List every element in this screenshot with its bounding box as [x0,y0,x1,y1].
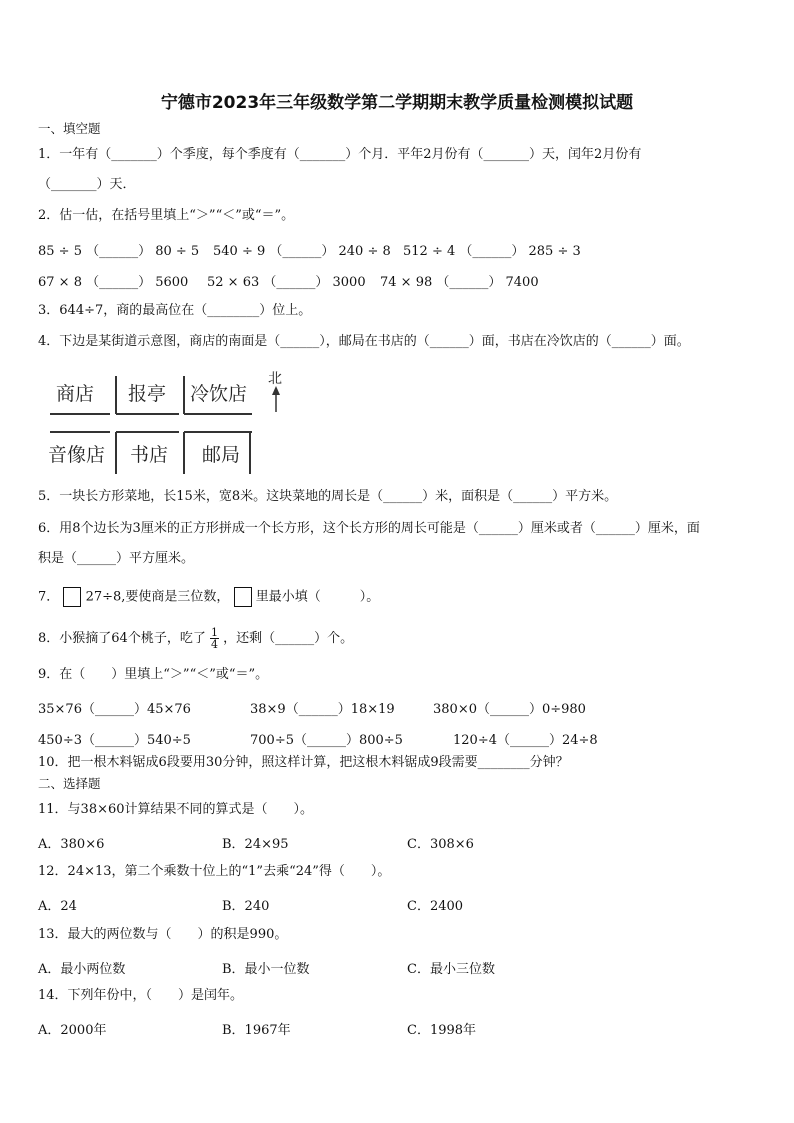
q9-item: 120÷4（______）24÷8 [453,733,598,748]
option-c: C．308×6 [407,837,474,852]
q7-text: 27÷8,要使商是三位数， [85,589,230,605]
question-1-line-2: （_______）天． [38,177,136,192]
option-b: B．240 [222,899,270,914]
q2-item: 67 × 8 （______） 5600 [38,275,189,290]
q2-item: 85 ÷ 5 （______） 80 ÷ 5 [38,244,200,259]
q9-item: 450÷3（______）540÷5 [38,733,191,748]
q2-item: 52 × 63 （______） 3000 [207,275,366,290]
q7-text-end: 里最小填（ ）。 [255,589,380,605]
option-b: B．最小一位数 [222,962,310,977]
q9-item: 700÷5（______）800÷5 [250,733,403,748]
section-heading-multiple-choice: 二、选择题 [38,776,101,791]
street-map-diagram [44,370,304,480]
q2-item: 512 ÷ 4 （______） 285 ÷ 3 [403,244,581,259]
option-a: A．最小两位数 [38,962,126,977]
north-label: 北 [268,371,282,387]
option-a: A．380×6 [38,837,105,852]
question-6-line-1: 6．用8个边长为3厘米的正方形拼成一个长方形，这个长方形的周长可能是（______）厘米或者（______）厘米，面 [38,521,700,536]
map-cell-audio-video-shop: 音像店 [48,444,106,466]
fraction-numerator: 1 [210,626,218,639]
option-a: A．24 [38,899,77,914]
question-11-stem: 11．与38×60计算结果不同的算式是（ ）。 [38,802,314,817]
question-7 [38,587,379,607]
question-14-stem: 14．下列年份中，（ ）是闰年。 [38,988,244,1003]
option-c: C．1998年 [407,1023,477,1038]
question-3: 3．644÷7，商的最高位在（________）位上。 [38,303,312,318]
blank-box [63,587,81,607]
option-b: B．24×95 [222,837,289,852]
question-6-line-2: 积是（______）平方厘米。 [38,551,195,566]
page-title: 宁德市2023年三年级数学第二学期期末教学质量检测模拟试题 [160,93,634,113]
question-1-line-1: 1．一年有（_______）个季度，每个季度有（_______）个月．平年2月份有（_______）天，闰年2月份有 [38,147,642,162]
option-c: C．最小三位数 [407,962,495,977]
q9-item: 380×0（______）0÷980 [433,702,586,717]
q8-text: 8．小猴摘了64个桃子，吃了 [38,631,206,646]
option-b: B．1967年 [222,1023,291,1038]
q2-item: 540 ÷ 9 （______） 240 ÷ 8 [213,244,391,259]
map-cell-newsstand: 报亭 [128,383,167,405]
q2-item: 74 × 98 （______） 7400 [380,275,539,290]
question-9-stem: 9．在（ ）里填上“＞”“＜”或“＝”。 [38,667,269,682]
question-10: 10．把一根木料锯成6段要用30分钟，照这样计算，把这根木料锯成9段需要________分钟？ [38,755,569,770]
option-a: A．2000年 [38,1023,107,1038]
map-cell-cold-drink-shop: 冷饮店 [190,383,248,405]
question-8 [38,627,353,650]
question-12-stem: 12．24×13，第二个乘数十位上的“1”去乘“24”得（ ）。 [38,864,391,879]
question-4: 4．下边是某街道示意图，商店的南面是（______），邮局在书店的（______）面，书店在冷饮店的（______）面。 [38,334,690,349]
map-cell-bookstore: 书店 [130,444,169,466]
option-c: C．2400 [407,899,464,914]
section-heading-fill-blank: 一、填空题 [38,121,101,136]
fraction [210,627,219,650]
q9-item: 38×9（______）18×19 [250,702,395,717]
fraction-denominator: 4 [210,638,218,651]
q9-item: 35×76（______）45×76 [38,702,191,717]
blank-box [234,587,252,607]
q8-text-end: ，还剩（______）个。 [223,631,354,646]
question-5: 5．一块长方形菜地，长15米，宽8米。这块菜地的周长是（______）米，面积是（______）平方米。 [38,489,618,504]
q7-number: 7． [38,589,60,605]
map-cell-shop: 商店 [56,383,95,405]
map-cell-post-office: 邮局 [202,444,241,466]
question-13-stem: 13．最大的两位数与（ ）的积是990。 [38,927,288,942]
question-2-stem: 2．估一估，在括号里填上“＞”“＜”或“＝”。 [38,208,295,223]
